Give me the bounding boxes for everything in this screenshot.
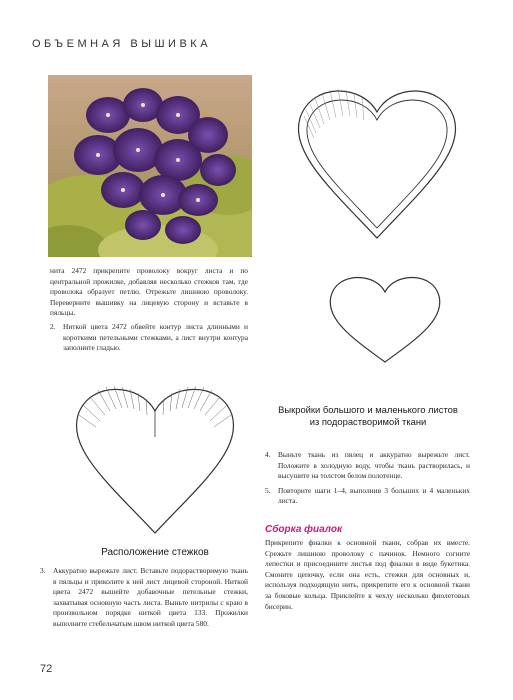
step-2-text: Ниткой цвета 2472 обвейте контур листа длинными и короткими петельными стежками, а лист внутри контура заполните гладью. [63,321,248,353]
step-5 [265,486,470,507]
page-number: 72 [40,663,53,675]
violets-photo [48,75,252,257]
step-4 [265,450,470,482]
large-leaf-pattern [292,78,462,243]
right-steps [265,450,470,507]
stitch-layout-diagram [70,375,240,540]
step-5-text: Повторите шаги 1–4, выполнив 3 больших и 4 маленьких листа. [278,485,470,506]
pattern-caption [262,404,474,428]
step-3-number: 3. [40,566,46,575]
continuation-text: нита 2472 прикрепите проволоку вокруг листа и по центральной прожилке, добавляя несколько стежков там, где проволока образует петлю. Отрежьте лишнюю проволоку. Переверните вышивку на лицевую сторону и вставьте в пяльцы. [50,266,248,318]
step-3 [40,566,248,630]
pattern-caption-line2: из подорастворимой ткани [309,416,427,427]
step-2-number: 2. [50,321,56,331]
small-leaf-pattern [310,270,460,365]
step-4-number: 4. [265,450,271,459]
step-2 [50,322,248,354]
stitch-caption: Расположение стежков [101,547,209,558]
step-4-text: Выньте ткань из пялец и аккуратно вырежьте лист. Положите в холодную воду, чтобы ткань растворилась, и высушите на толстом белом полотенце. [278,450,470,481]
left-text-block [50,266,248,354]
step-5-number: 5. [265,485,271,495]
step-3-text: Аккуратно вырежьте лист. Вставьте подорастворимую ткань в пяльцы и приколите к ней лист лицевой стороной. Ниткой цвета 2472 вышейте добавочные петельные стежки, захватывая основную часть листа. Выньте нитрилы с краю в произвольном порядке ниткой цвета 133. Прожилки выполните стебельчатым швом ниткой цвета 580. [53,566,248,628]
assembly-text: Прикрепите фиалки к основной ткани, собрав их вместе. Срежьте лишнюю проволоку с пачинок. Немного согните лепестки и присоедините листья под фиалки в виде букетика. Смоните цепочку, если она есть, стежки для основных и, используя подходящую нить, прикрепите его к основной ткани за боковые кольца. Приклейте к чехлу несколько фиолетовых бисерин. [265,538,470,611]
page-header: ОБЪЕМНАЯ ВЫШИВКА [32,38,212,50]
pattern-caption-line1: Выкройки большого и маленького листов [278,404,458,415]
section-heading: Сборка фиалок [265,524,343,535]
